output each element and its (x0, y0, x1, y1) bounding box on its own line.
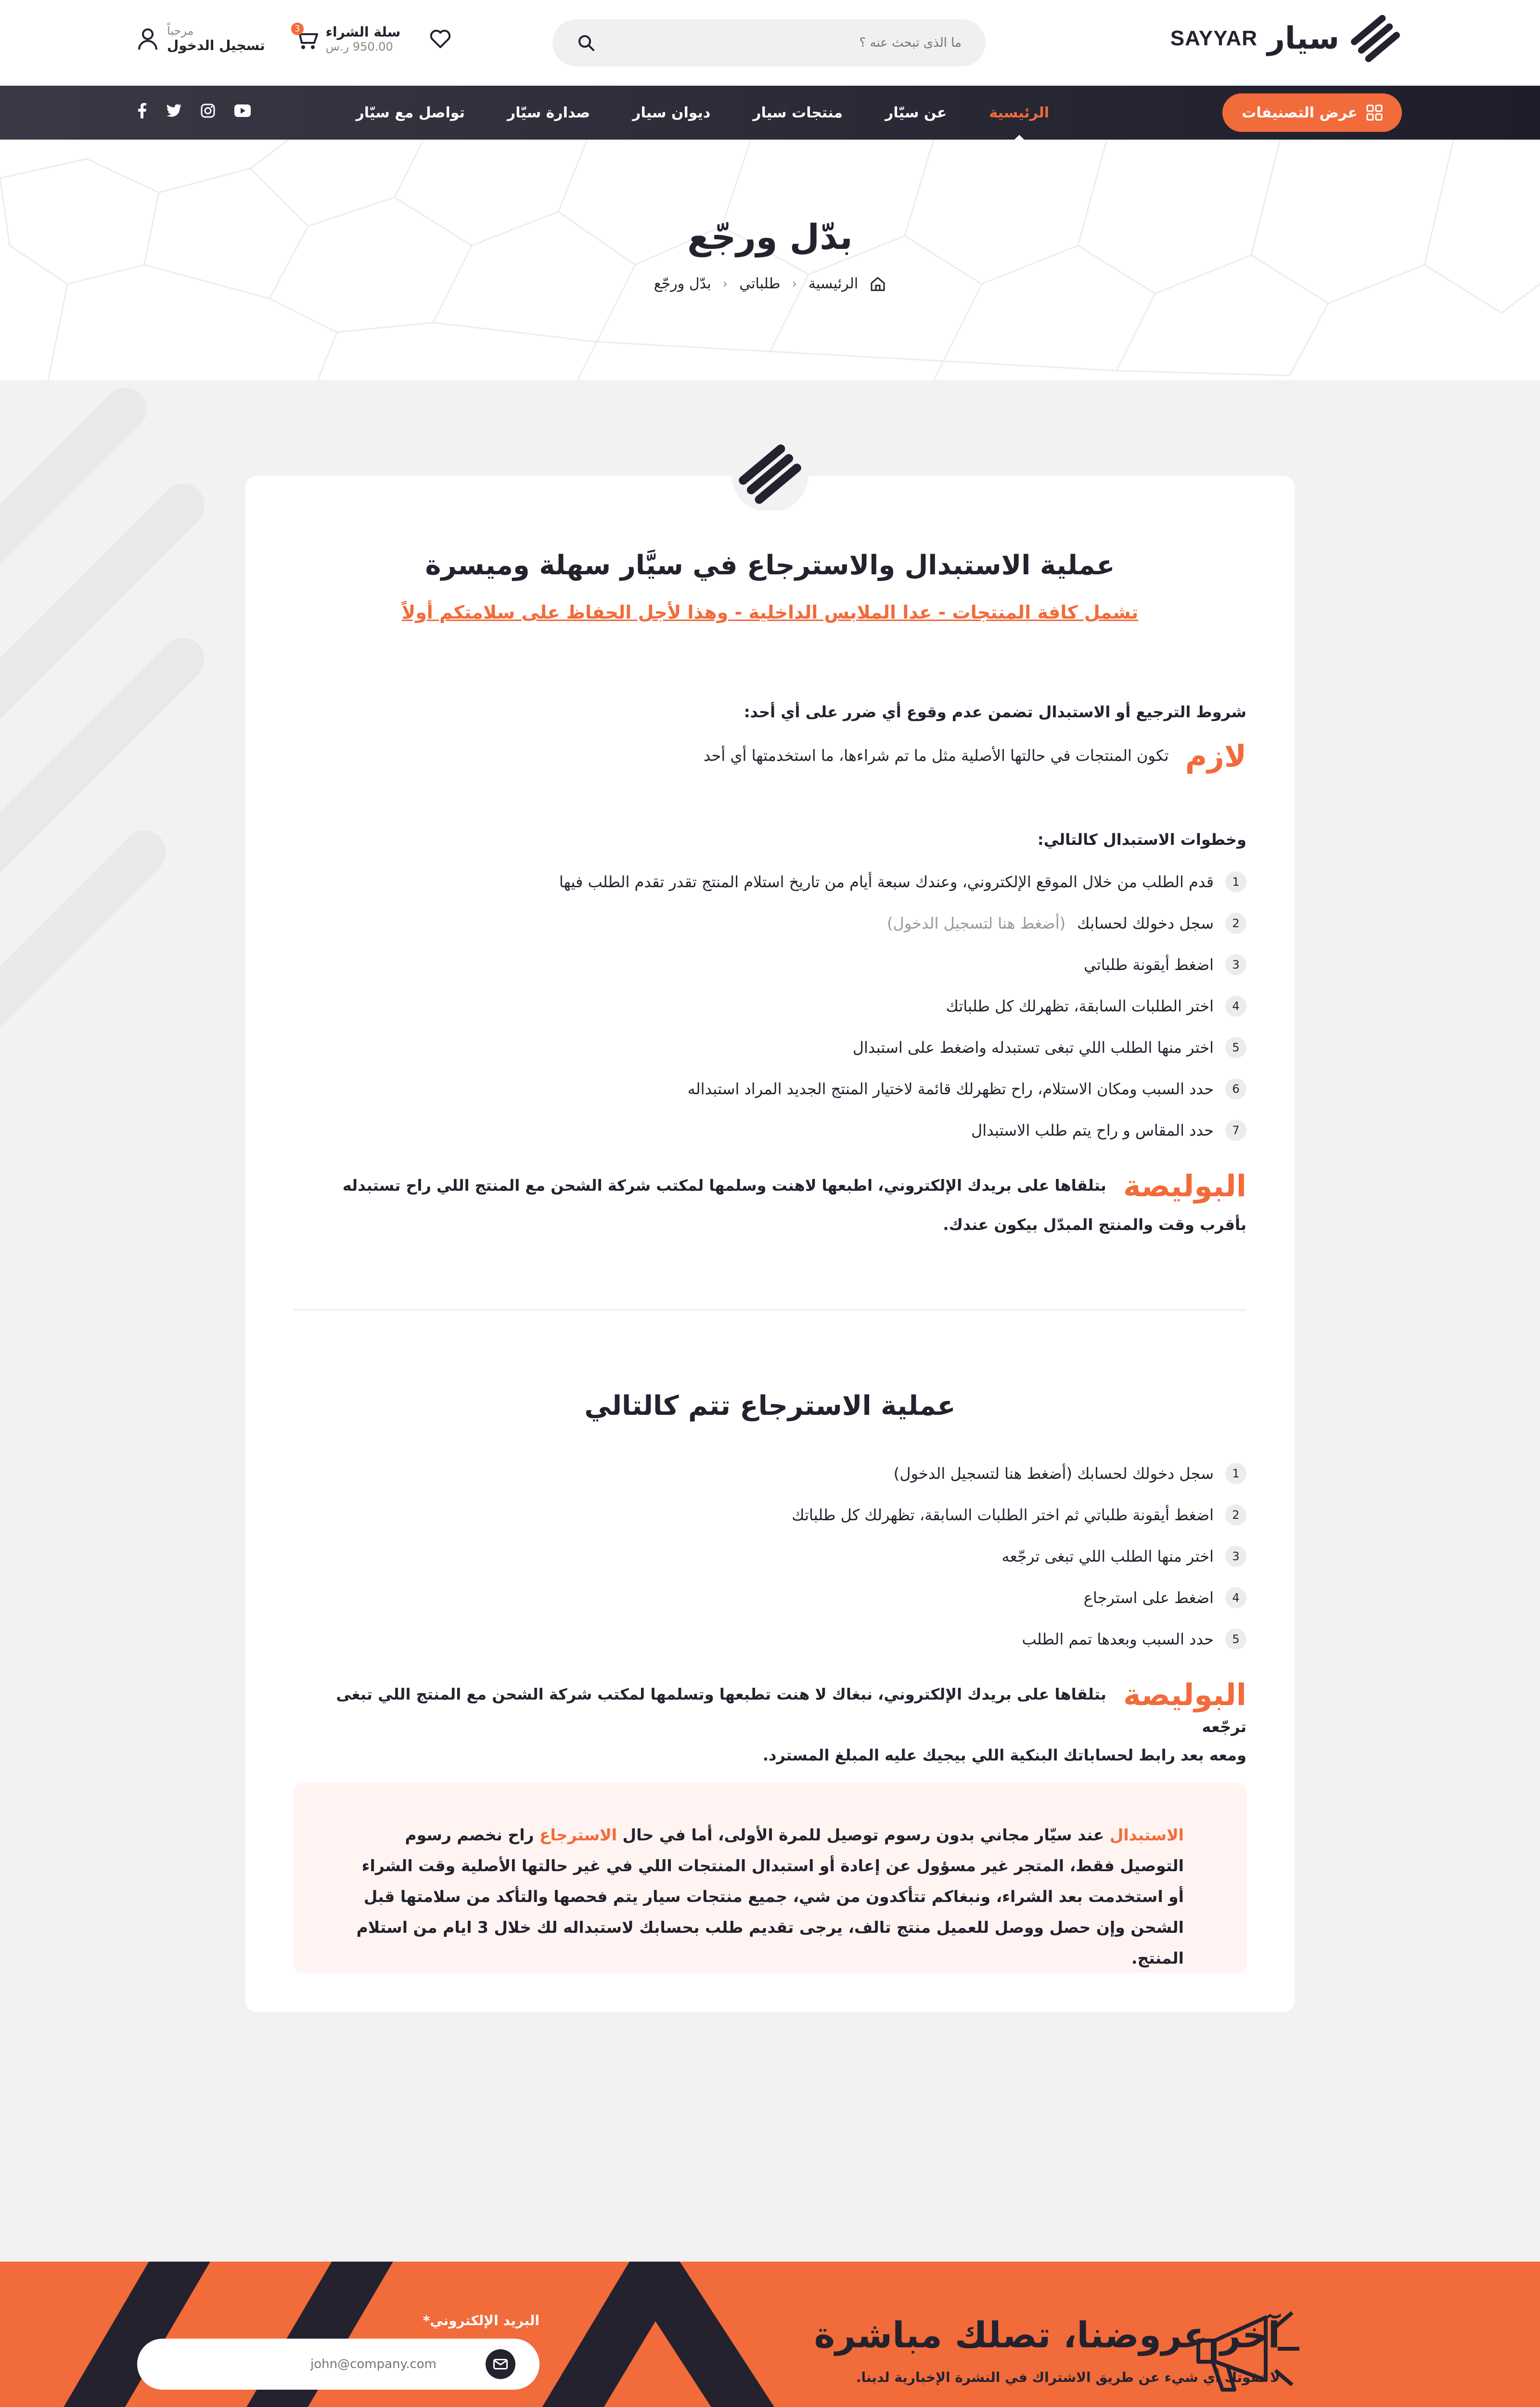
breadcrumb-home[interactable]: الرئيسية (808, 275, 859, 292)
breadcrumb (0, 275, 1540, 292)
content-card (245, 476, 1295, 2012)
newsletter-title: آخر عروضنا، تصلك مباشرة (814, 2315, 1280, 2356)
page-hero (0, 140, 1540, 380)
search-input[interactable] (625, 36, 962, 50)
email-input[interactable] (148, 2357, 436, 2371)
note-box: الاستبدال عند سيّار مجاني بدون رسوم توصيل للمرة الأولى، أما في حال الاسترجاع راح نخصم رسوم التوصيل فقط، المتجر غير مسؤول عن إعادة أو استبدال المنتجات اللي في غير حالتها الأصلية وقت الشراء أو استخدمت بعد الشراء، ونبغاكم تتأكدون من شي، جميع منتجات سيار يتم فحصها والتأكد من سلامتها قبل الشحن وإن حصل ووصل للعميل منتج تالف، يرجى تقديم طلب بحسابك لاستبداله لك خلال 3 ايام من استلام المنتج. (294, 1783, 1246, 1973)
nav-contact[interactable]: تواصل مع سيّار (356, 104, 465, 121)
return-policy-line-1: بتلقاها على بريدك الإلكتروني، نبغاك لا هنت تطبعها وتسلمها لمكتب شركة الشحن مع المنتج اللي تبغى ترجّعه (336, 1685, 1246, 1736)
send-button[interactable] (486, 2349, 515, 2379)
nav-links (356, 86, 1049, 140)
exchange-conditions (294, 703, 1246, 1235)
header-actions (137, 24, 451, 53)
breadcrumb-current: بدّل ورجّع (654, 275, 711, 292)
list-item: 4 اختر الطلبات السابقة، تظهرلك كل طلباتك (294, 985, 1246, 1027)
twitter-icon[interactable] (166, 103, 181, 118)
grid-icon (1366, 104, 1383, 121)
must-word: لازم (1185, 738, 1246, 774)
breadcrumb-separator: ‹ (722, 276, 728, 291)
policy-word: البوليصة (1123, 1168, 1246, 1204)
facebook-icon[interactable] (137, 103, 147, 118)
instagram-icon[interactable] (201, 103, 215, 118)
return-title: عملية الاسترجاع تتم كالتالي (584, 1390, 956, 1422)
heart-icon[interactable] (429, 29, 451, 49)
login-button[interactable] (137, 24, 265, 53)
search-bar (552, 19, 986, 66)
login-label: تسجيل الدخول (167, 38, 265, 53)
nav-diwan[interactable]: ديوان سيار (632, 104, 711, 121)
list-item: 2 سجل دخولك لحسابك (أضغط هنا لتسجيل الدخول) (294, 903, 1246, 944)
email-form (137, 2339, 539, 2390)
categories-button[interactable] (1222, 93, 1402, 132)
list-item: 1 قدم الطلب من خلال الموقع الإلكتروني، وعندك سبعة أيام من تاريخ استلام المنتج تقدر تقدم الطلب فيها (294, 861, 1246, 903)
nav-about[interactable]: عن سيّار (885, 104, 947, 121)
main-nav (0, 86, 1540, 140)
logo-text-ar: سيار (1267, 21, 1339, 56)
exchange-title: عملية الاستبدال والاسترجاع في سيَّار سهلة وميسرة (425, 550, 1115, 581)
newsletter-subtitle: لا تفوتك أي شيء عن طريق الاشتراك في النشرة الإخبارية لدينا. (856, 2369, 1280, 2385)
top-header (0, 0, 1540, 86)
card-logo-icon (731, 438, 809, 510)
cart-icon (294, 24, 319, 51)
section-divider (294, 1309, 1246, 1310)
nav-home[interactable]: الرئيسية (989, 104, 1049, 121)
email-label: البريد الإلكتروني* (423, 2313, 539, 2329)
mail-icon (493, 2359, 508, 2369)
search-icon[interactable] (577, 33, 596, 52)
policy-line-2: بأقرب وقت والمنتج المبدّل بيكون عندك. (943, 1215, 1246, 1234)
cart-button[interactable] (294, 24, 401, 53)
return-policy-line-2: ومعه بعد رابط لحساباتك البنكية اللي بيجيك عليه المبلغ المسترد. (762, 1746, 1246, 1764)
site-logo[interactable] (1170, 14, 1402, 63)
list-item: 2 اضغط أيقونة طلباتي ثم اختر الطلبات السابقة، تظهرلك كل طلباتك (294, 1494, 1246, 1536)
return-steps (294, 1453, 1246, 1660)
must-text: تكون المنتجات في حالتها الأصلية مثل ما تم شراءها، ما استخدمتها أي أحد (703, 746, 1169, 765)
newsletter-section (0, 2262, 1540, 2407)
note-exchange-word: الاستبدال (1109, 1825, 1184, 1844)
breadcrumb-separator: ‹ (792, 276, 797, 291)
cart-label: سلة الشراء (325, 24, 401, 40)
policy-word: البوليصة (1123, 1677, 1246, 1712)
greeting-text: مرحباً (167, 24, 194, 38)
cart-total: 950.00 ر.س (325, 40, 393, 53)
categories-label: عرض التصنيفات (1242, 104, 1358, 121)
youtube-icon[interactable] (234, 103, 251, 118)
list-item: 3 اضغط أيقونة طلباتي (294, 944, 1246, 985)
exchange-subtitle: تشمل كافة المنتجات - عدا الملابس الداخلية - وهذا لأجل الحفاظ على سلامتكم أولاً (401, 602, 1139, 623)
page-title: بدّل ورجّع (687, 217, 853, 257)
logo-text-en: SAYYAR (1170, 26, 1258, 50)
conditions-heading: شروط الترجيع أو الاستبدال تضمن عدم وقوع أي ضرر على أي أحد: (744, 703, 1246, 721)
list-item: 1 سجل دخولك لحسابك (أضغط هنا لتسجيل الدخول) (294, 1453, 1246, 1494)
nav-sadara[interactable]: صدارة سيّار (507, 104, 590, 121)
return-section (294, 1453, 1246, 1766)
exchange-steps (294, 861, 1246, 1151)
sayyar-logo-icon (1349, 14, 1402, 63)
list-item: 4 اضغط على استرجاع (294, 1577, 1246, 1618)
nav-products[interactable]: منتجات سيار (753, 104, 843, 121)
list-item: 5 اختر منها الطلب اللي تبغى تستبدله واضغط على استبدال (294, 1027, 1246, 1068)
list-item: 5 حدد السبب وبعدها تمم الطلب (294, 1618, 1246, 1660)
hero-pattern (0, 140, 1540, 380)
cart-count-badge: 3 (291, 23, 304, 35)
list-item: 3 اختر منها الطلب اللي تبغى ترجّعه (294, 1536, 1246, 1577)
top-social-links (137, 103, 251, 118)
list-item: 7 حدد المقاس و راح يتم طلب الاستبدال (294, 1110, 1246, 1151)
home-icon[interactable] (870, 276, 886, 292)
breadcrumb-orders[interactable]: طلباتي (739, 275, 781, 292)
policy-line-1: بتلقاها على بريدك الإلكتروني، اطبعها لاهنت وسلمها لمكتب شركة الشحن مع المنتج اللي راح تستبدله (342, 1176, 1106, 1195)
list-item: 6 حدد السبب ومكان الاستلام، راح تظهرلك قائمة لاختيار المنتج الجديد المراد استبداله (294, 1068, 1246, 1110)
steps-heading: وخطوات الاستبدال كالتالي: (1037, 830, 1246, 849)
login-link[interactable]: (أضغط هنا لتسجيل الدخول) (886, 914, 1066, 932)
note-return-word: الاسترجاع (539, 1825, 617, 1844)
user-icon (137, 27, 158, 51)
